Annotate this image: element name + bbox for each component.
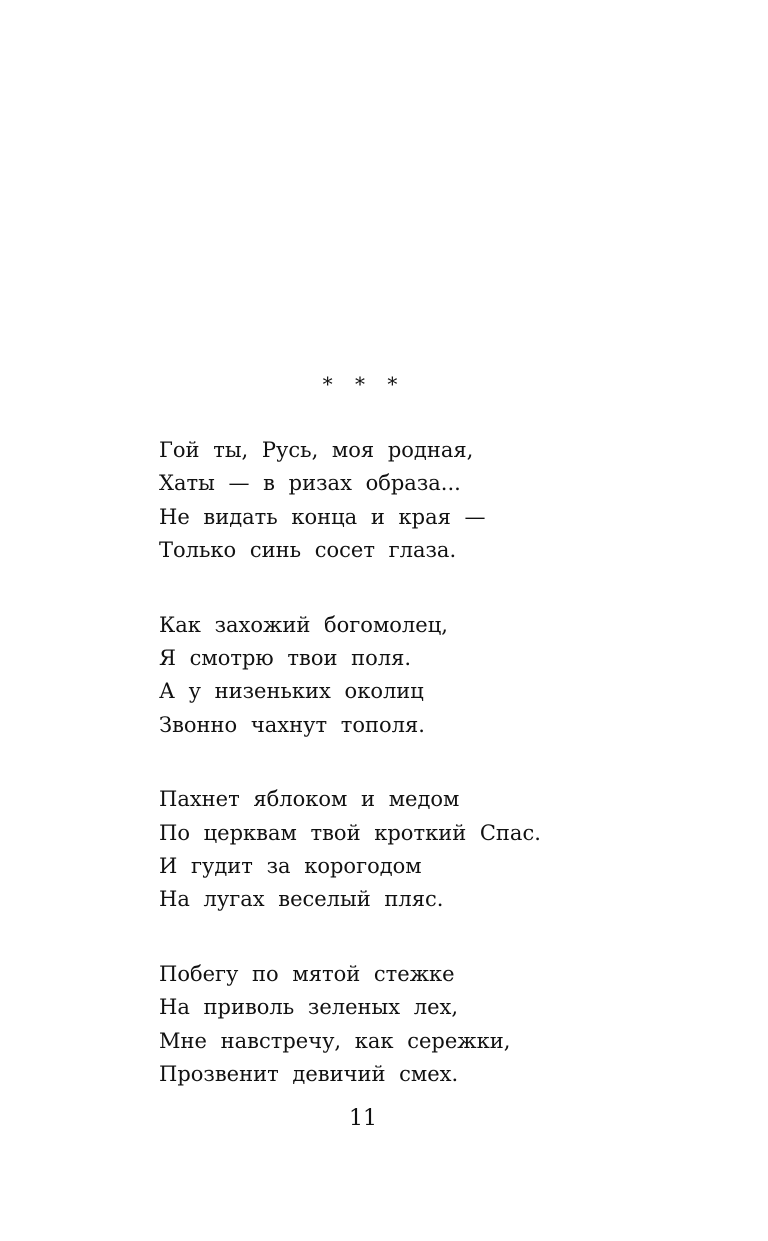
poem-line: Только синь сосет глаза.	[159, 538, 457, 563]
poem-line: Как захожий богомолец,	[159, 612, 448, 637]
poem-line: Прозвенит девичий смех.	[159, 1062, 459, 1087]
poem-line: И гудит за корогодом	[159, 854, 422, 879]
poem-line: Хаты — в ризах образа...	[159, 471, 461, 496]
poem-line: Побегу по мятой стежке	[159, 961, 455, 986]
poem-line: На приволь зеленых лех,	[159, 995, 459, 1020]
poem-line: Пахнет яблоком и медом	[159, 787, 460, 812]
stanza-separator: * * *	[322, 372, 406, 396]
poem-line: Мне навстречу, как сережки,	[159, 1028, 511, 1053]
poem-line: На лугах веселый пляс.	[159, 887, 444, 912]
stanza-2	[159, 609, 719, 743]
poem-line: Гой ты, Русь, моя родная,	[159, 438, 474, 462]
stanza-3	[159, 783, 719, 917]
poem-line: Не видать конца и края —	[159, 504, 486, 529]
stanza-1	[159, 434, 719, 568]
poem-line: Звонно чахнут тополя.	[159, 712, 425, 737]
poem-line: Я смотрю твои поля.	[159, 646, 412, 671]
poem-line: По церквам твой кроткий Спас.	[159, 820, 541, 845]
stanza-4	[159, 958, 719, 1092]
poem-line: А у низеньких околиц	[159, 679, 424, 704]
poem	[159, 434, 719, 1133]
page-number: 11	[349, 1106, 377, 1131]
